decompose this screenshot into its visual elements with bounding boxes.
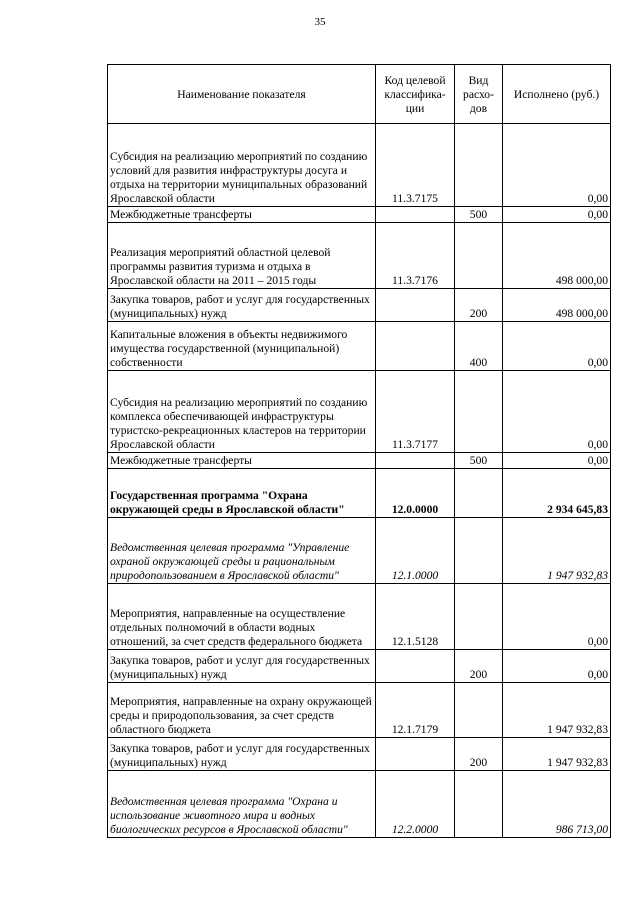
row-name: Закупка товаров, работ и услуг для государственных (муниципальных) нужд bbox=[108, 650, 376, 683]
row-type: 200 bbox=[455, 289, 503, 322]
row-amount: 0,00 bbox=[503, 207, 611, 223]
row-amount: 498 000,00 bbox=[503, 289, 611, 322]
table-body bbox=[108, 124, 611, 838]
row-name: Мероприятия, направленные на охрану окружающей среды и природопользования, за счет средств областного бюджета bbox=[108, 683, 376, 738]
table-row bbox=[108, 289, 611, 322]
table-row bbox=[108, 469, 611, 518]
row-type: 500 bbox=[455, 207, 503, 223]
table-header-row bbox=[108, 65, 611, 124]
table-row bbox=[108, 207, 611, 223]
row-name: Межбюджетные трансферты bbox=[108, 453, 376, 469]
row-code bbox=[376, 207, 455, 223]
row-code bbox=[376, 453, 455, 469]
row-amount: 498 000,00 bbox=[503, 223, 611, 289]
table-row bbox=[108, 650, 611, 683]
table-row bbox=[108, 771, 611, 838]
table-row bbox=[108, 322, 611, 371]
row-code: 12.1.0000 bbox=[376, 518, 455, 584]
row-type bbox=[455, 683, 503, 738]
row-type bbox=[455, 518, 503, 584]
row-amount: 0,00 bbox=[503, 584, 611, 650]
row-amount: 1 947 932,83 bbox=[503, 518, 611, 584]
row-code: 11.3.7175 bbox=[376, 124, 455, 207]
row-code: 11.3.7177 bbox=[376, 371, 455, 453]
row-name: Закупка товаров, работ и услуг для государственных (муниципальных) нужд bbox=[108, 289, 376, 322]
row-type bbox=[455, 584, 503, 650]
row-amount: 1 947 932,83 bbox=[503, 683, 611, 738]
row-code: 12.1.7179 bbox=[376, 683, 455, 738]
table-row bbox=[108, 738, 611, 771]
row-type: 400 bbox=[455, 322, 503, 371]
row-code bbox=[376, 322, 455, 371]
table-row bbox=[108, 518, 611, 584]
row-amount: 986 713,00 bbox=[503, 771, 611, 838]
row-name: Ведомственная целевая программа "Управление охраной окружающей среды и рациональным природопользованием в Ярославской области" bbox=[108, 518, 376, 584]
table-row bbox=[108, 584, 611, 650]
page-number: 35 bbox=[314, 16, 326, 28]
row-code: 12.2.0000 bbox=[376, 771, 455, 838]
row-name: Ведомственная целевая программа "Охрана и использование животного мира и водных биологических ресурсов в Ярославской области" bbox=[108, 771, 376, 838]
row-amount: 0,00 bbox=[503, 322, 611, 371]
row-code: 12.1.5128 bbox=[376, 584, 455, 650]
row-type bbox=[455, 469, 503, 518]
row-name: Закупка товаров, работ и услуг для государственных (муниципальных) нужд bbox=[108, 738, 376, 771]
row-type bbox=[455, 371, 503, 453]
budget-table bbox=[107, 64, 611, 838]
table-row bbox=[108, 124, 611, 207]
row-name: Капитальные вложения в объекты недвижимого имущества государственной (муниципальной) собственности bbox=[108, 322, 376, 371]
row-type bbox=[455, 771, 503, 838]
row-name: Субсидия на реализацию мероприятий по созданию комплекса обеспечивающей инфраструктуры туристско-рекреационных кластеров на территории Ярославской области bbox=[108, 371, 376, 453]
row-code bbox=[376, 738, 455, 771]
header-type: Вид расхо-дов bbox=[455, 65, 503, 124]
row-type bbox=[455, 223, 503, 289]
row-type: 500 bbox=[455, 453, 503, 469]
row-code bbox=[376, 289, 455, 322]
row-type: 200 bbox=[455, 738, 503, 771]
table-row bbox=[108, 683, 611, 738]
header-amount: Исполнено (руб.) bbox=[503, 65, 611, 124]
row-amount: 1 947 932,83 bbox=[503, 738, 611, 771]
row-amount: 0,00 bbox=[503, 371, 611, 453]
row-type bbox=[455, 124, 503, 207]
table-row bbox=[108, 223, 611, 289]
table-row bbox=[108, 371, 611, 453]
header-name: Наименование показателя bbox=[108, 65, 376, 124]
header-code: Код целевой классифика-ции bbox=[376, 65, 455, 124]
row-code: 11.3.7176 bbox=[376, 223, 455, 289]
row-amount: 0,00 bbox=[503, 453, 611, 469]
row-type: 200 bbox=[455, 650, 503, 683]
row-name: Государственная программа "Охрана окружающей среды в Ярославской области" bbox=[108, 469, 376, 518]
row-name: Субсидия на реализацию мероприятий по созданию условий для развития инфраструктуры досуга и отдыха на территории муниципальных образований Ярославской области bbox=[108, 124, 376, 207]
row-code bbox=[376, 650, 455, 683]
table-row bbox=[108, 453, 611, 469]
row-name: Реализация мероприятий областной целевой программы развития туризма и отдыха в Ярославской области на 2011 – 2015 годы bbox=[108, 223, 376, 289]
row-name: Мероприятия, направленные на осуществление отдельных полномочий в области водных отношений, за счет средств федерального бюджета bbox=[108, 584, 376, 650]
row-amount: 0,00 bbox=[503, 124, 611, 207]
row-name: Межбюджетные трансферты bbox=[108, 207, 376, 223]
row-amount: 0,00 bbox=[503, 650, 611, 683]
row-amount: 2 934 645,83 bbox=[503, 469, 611, 518]
row-code: 12.0.0000 bbox=[376, 469, 455, 518]
